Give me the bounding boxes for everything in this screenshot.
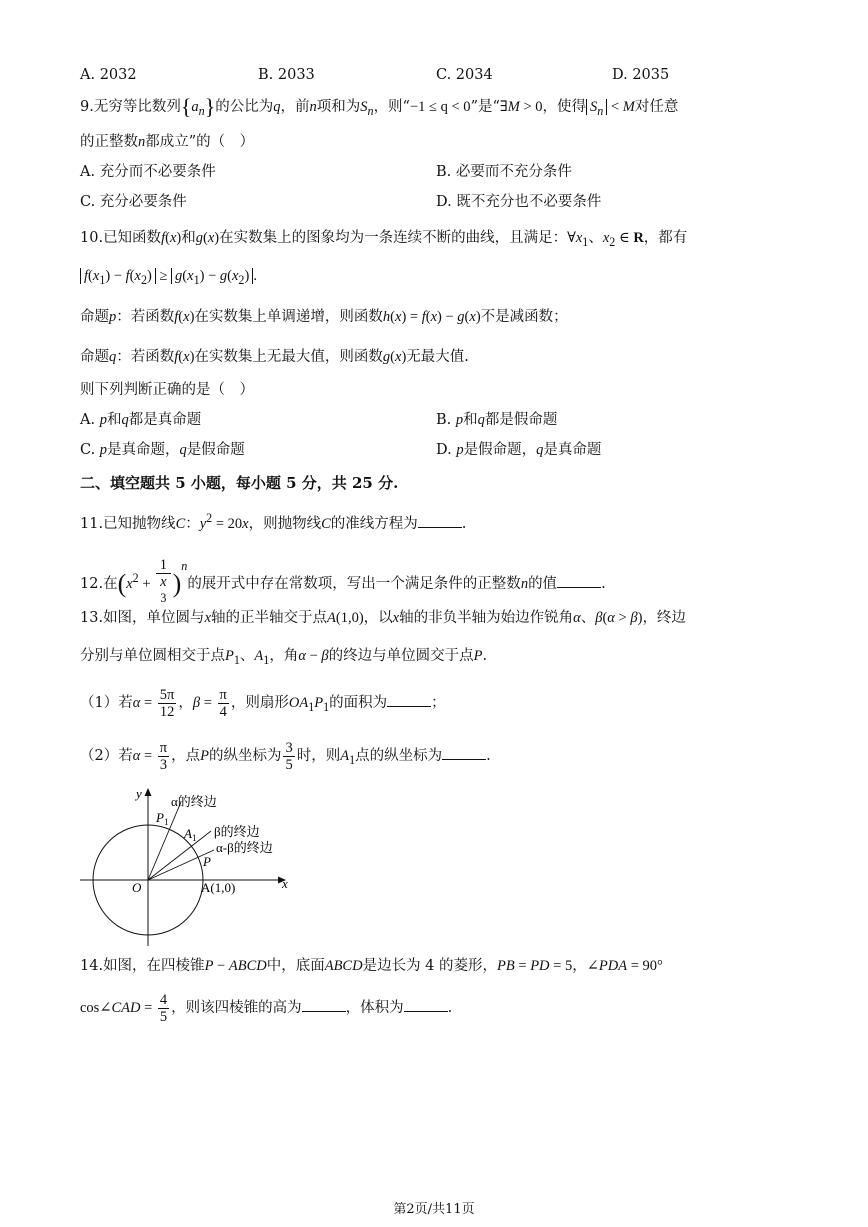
answer-blank[interactable]	[404, 997, 448, 1012]
q14-stem-line1: 14.如图，在四棱锥P − ABCD中，底面ABCD是边长为 4 的菱形，PB = PD = 5，∠PDA = 90°	[80, 958, 663, 974]
q9-option-b: B. 必要而不充分条件	[436, 164, 572, 180]
q10-stem-line1: 10.已知函数f(x)和g(x)在实数集上的图象均为一条连续不断的曲线，且满足：$\forall x_1$、$x_2$ ∈ R，都有	[80, 230, 688, 249]
q9-option-d: D. 既不充分也不必要条件	[436, 194, 602, 210]
alpha-ray-label: α的终边	[171, 794, 217, 809]
answer-blank[interactable]	[442, 745, 486, 760]
y-axis-arrow	[145, 788, 152, 796]
origin-label: O	[132, 880, 142, 895]
q13-stem-line1: 13.如图，单位圆与x轴的正半轴交于点A(1,0)，以x轴的非负半轴为始边作锐角α、β(α > β)，终边	[80, 610, 686, 626]
q9-stem-line2: 的正整数n都成立”的（ ）	[80, 134, 255, 150]
q9-option-a: A. 充分而不必要条件	[80, 164, 216, 180]
section-heading: 二、填空题共 5 小题，每小题 5 分，共 25 分.	[80, 474, 399, 492]
y-axis-label: y	[136, 786, 142, 801]
q9-option-c: C. 充分必要条件	[80, 194, 187, 210]
q10-option-a: A. p和q都是真命题	[80, 412, 202, 428]
q13-part2: （2）若α = $\frac{\pi}{3}$ ，点P的纵坐标为 $\frac{3}{5}$ 时，则$A_1$点的纵坐标为 .	[80, 739, 491, 773]
q10-proposition-q: 命题q：若函数f(x)在实数集上无最大值，则函数g(x)无最大值.	[80, 349, 469, 365]
answer-blank[interactable]	[418, 513, 462, 528]
answer-blank[interactable]	[557, 573, 601, 588]
alpha-terminal-ray	[148, 802, 181, 880]
q13-stem-line2: 分别与单位圆相交于点$P_1$、$A_1$，角α − β的终边与单位圆交于点P.	[80, 648, 488, 667]
answer-blank[interactable]	[302, 997, 346, 1012]
page-footer: 第2页/共11页	[393, 1202, 475, 1217]
q9-stem-line1: 9.无穷等比数列$\{a_n\}$的公比为q，前n项和为$S_n$，则“−1 ≤ q < 0”是“∃M > 0，使得 $S_n < M$对任意	[80, 94, 679, 119]
q12-text: 12.在($x^2$ + 1 x $^3$ )$^n$的展开式中存在常数项，写出一个满足条件的正整数n的值 .	[80, 556, 606, 605]
a-point-label: A(1,0)	[201, 880, 236, 895]
p-point-label: P	[203, 854, 211, 869]
p1-point-label: $P_1$	[156, 810, 169, 827]
q11-text: 11.已知抛物线C：$y^2 = 20x$，则抛物线C的准线方程为 .	[80, 511, 467, 532]
q8-option-b: B. 2033	[258, 67, 315, 83]
alpha-minus-beta-label: α-β的终边	[216, 840, 273, 855]
x-axis-label: x	[282, 876, 288, 891]
q10-option-b: B. p和q都是假命题	[436, 412, 558, 428]
q8-option-d: D. 2035	[612, 67, 670, 83]
q8-option-a: A. 2032	[80, 67, 137, 83]
q10-ask: 则下列判断正确的是（ ）	[80, 382, 254, 398]
q10-proposition-p: 命题p：若函数f(x)在实数集上单调递增，则函数h(x) = f(x) − g(x)不是减函数；	[80, 309, 568, 325]
a1-point-label: $A_1$	[184, 826, 197, 843]
q10-option-d: D. p是假命题，q是真命题	[436, 442, 602, 458]
beta-ray-label: β的终边	[214, 824, 260, 839]
unit-circle-figure	[74, 784, 304, 949]
answer-blank[interactable]	[387, 692, 431, 707]
q10-option-c: C. p是真命题，q是假命题	[80, 442, 245, 458]
q8-option-c: C. 2034	[436, 67, 493, 83]
q10-inequality: $f(x_1) - f(x_2) \ge g(x_1) - g(x_2)$ .	[80, 266, 257, 290]
q14-stem-line2: cos∠CAD = $\frac{4}{5}$ ，则该四棱锥的高为 ，体积为 .	[80, 991, 453, 1025]
q13-part1: （1）若α = $\frac{5\pi}{12}$ ，β = $\frac{\pi}{4}$ ，则扇形$OA_1P_1$的面积为 ；	[80, 686, 446, 720]
